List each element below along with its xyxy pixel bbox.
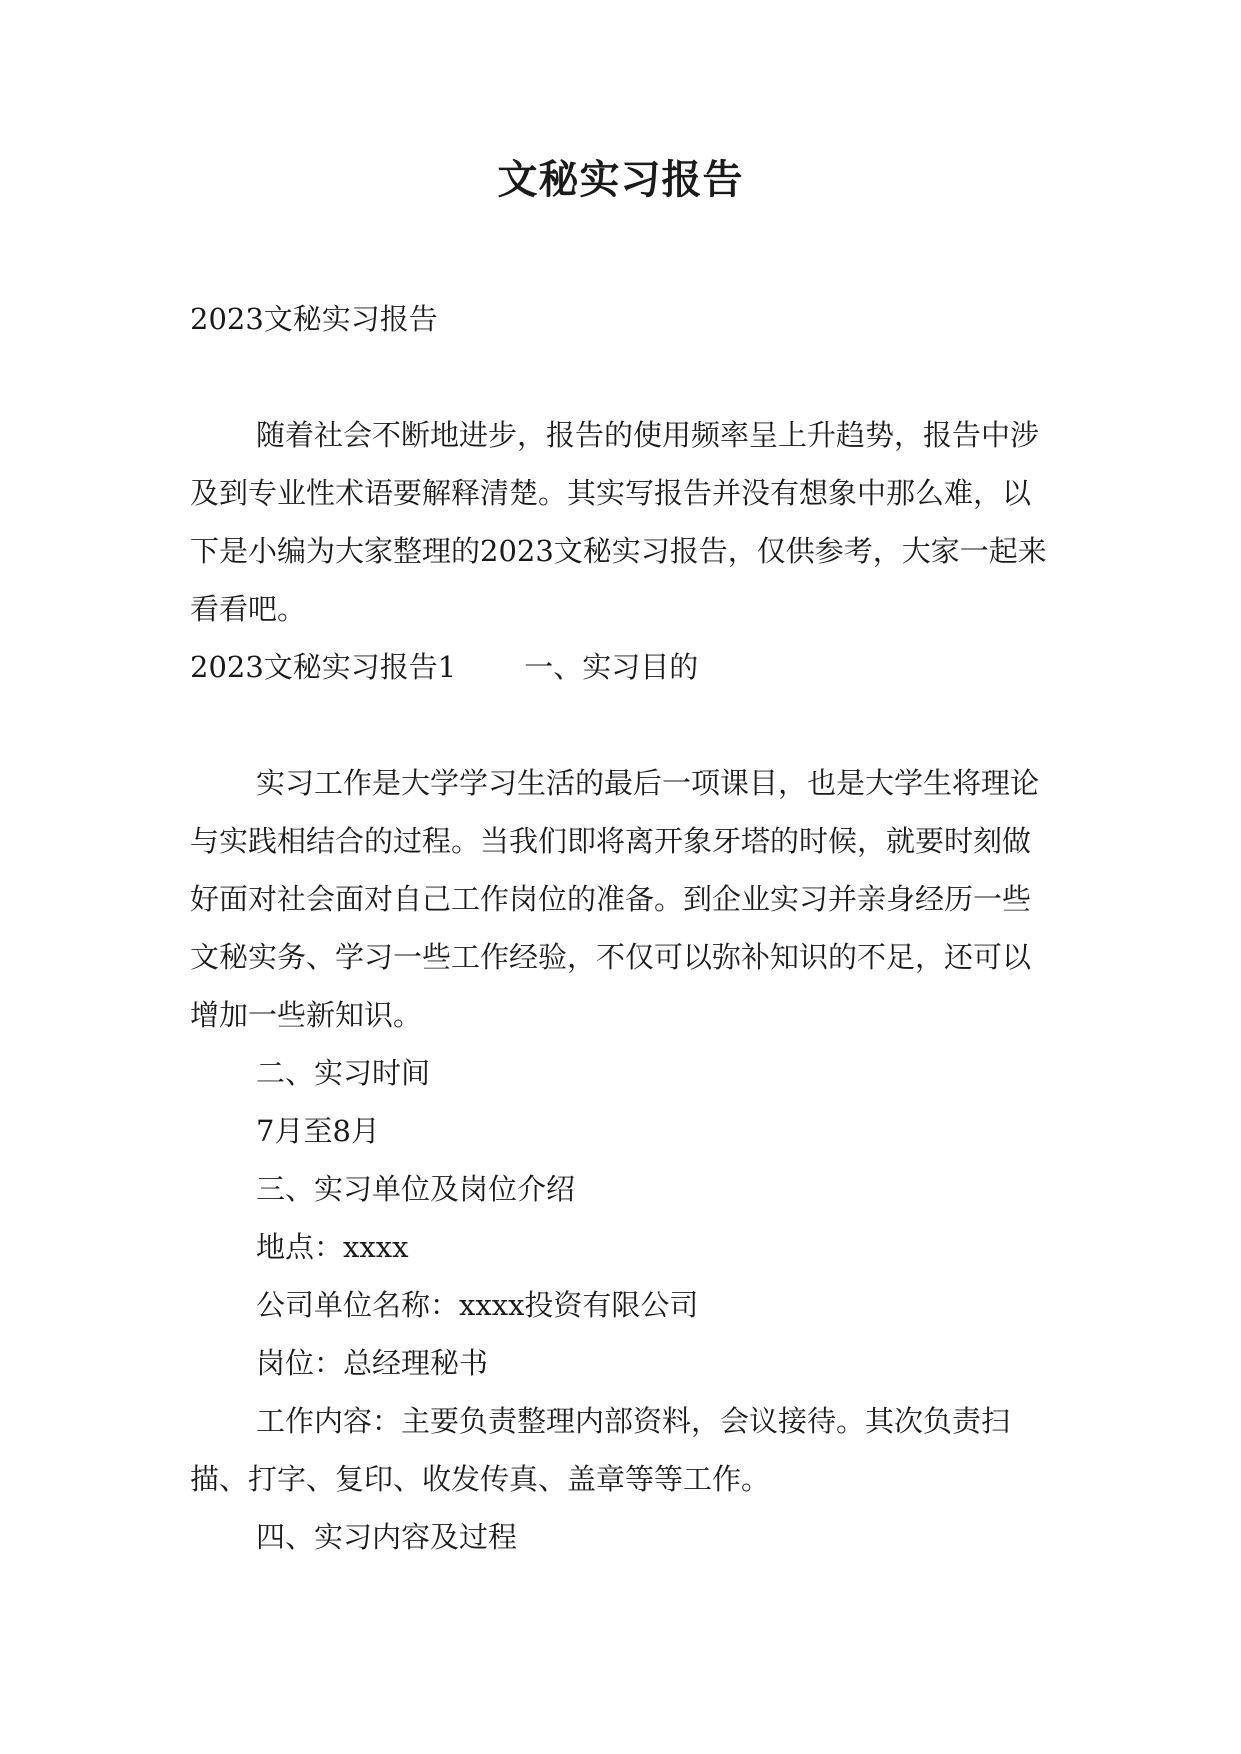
section-heading-unit: 三、实习单位及岗位介绍 bbox=[256, 1172, 576, 1206]
report-heading-line bbox=[190, 638, 1052, 696]
purpose-paragraph: 实习工作是大学学习生活的最后一项课目，也是大学生将理论与实践相结合的过程。当我们即将离开象牙塔的时候，就要时刻做好面对社会面对自己工作岗位的准备。到企业实习并亲身经历一些文秘实务、学习一些工作经验，不仅可以弥补知识的不足，还可以增加一些新知识。 bbox=[190, 766, 1040, 1032]
location-line: 地点：xxxx bbox=[256, 1230, 409, 1264]
report-label: 2023文秘实习报告1 bbox=[190, 650, 457, 684]
position-line: 岗位：总经理秘书 bbox=[256, 1346, 489, 1380]
page-title: 文秘实习报告 bbox=[497, 156, 744, 203]
document-subtitle: 2023文秘实习报告 bbox=[190, 302, 438, 336]
intro-paragraph: 随着社会不断地进步，报告的使用频率呈上升趋势，报告中涉及到专业性术语要解释清楚。其实写报告并没有想象中那么难，以下是小编为大家整理的2023文秘实习报告，仅供参考，大家一起来看看吧。 bbox=[190, 418, 1047, 626]
section-heading-time: 二、实习时间 bbox=[256, 1056, 431, 1090]
duties-paragraph: 工作内容：主要负责整理内部资料，会议接待。其次负责扫描、打字、复印、收发传真、盖章等等工作。 bbox=[190, 1404, 1011, 1496]
internship-time: 7月至8月 bbox=[256, 1114, 380, 1148]
document-body bbox=[190, 290, 1052, 1566]
section-heading-process: 四、实习内容及过程 bbox=[256, 1520, 518, 1554]
section-heading-purpose: 一、实习目的 bbox=[524, 650, 699, 684]
company-line: 公司单位名称：xxxx投资有限公司 bbox=[256, 1288, 699, 1322]
